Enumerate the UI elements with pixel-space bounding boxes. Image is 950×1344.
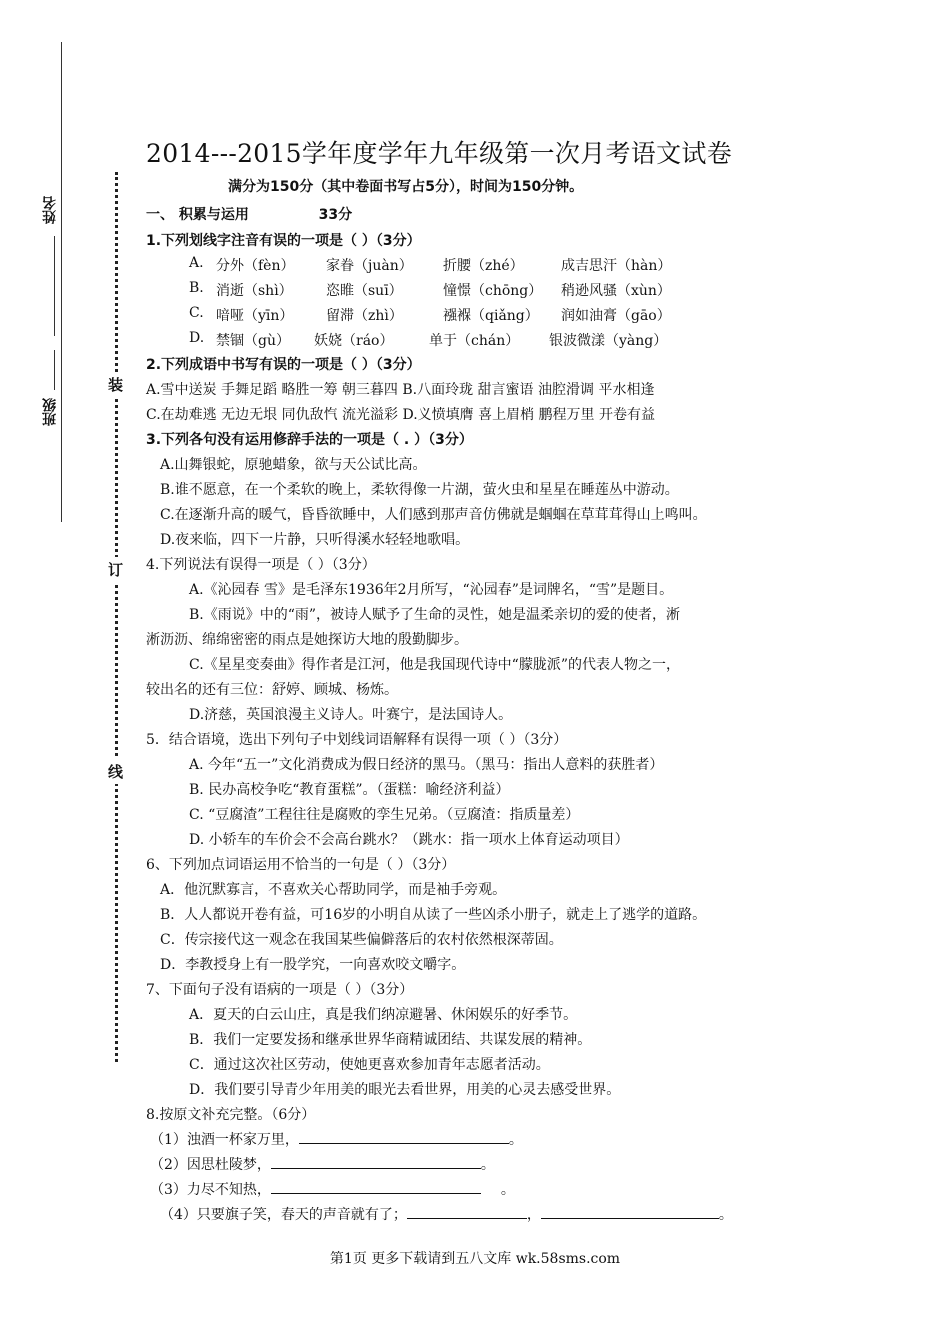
q6-stem: 6、下列加点词语运用不恰当的一句是（ ）（3分） <box>146 857 456 873</box>
q8-stem: 8.按原文补充完整。（6分） <box>146 1107 316 1123</box>
q7-option-a: A．夏天的白云山庄，真是我们纳凉避暑、休闲娱乐的好季节。 <box>189 1007 578 1023</box>
q6-option-c: C．传宗接代这一观念在我国某些偏僻落后的农村依然根深蒂固。 <box>160 932 563 948</box>
q7-option-b: B．我们一定要发扬和继承世界华商精诚团结、共谋发展的精神。 <box>189 1032 592 1048</box>
q4-option-b-line1: B.《雨说》中的“雨”，被诗人赋予了生命的灵性，她是温柔亲切的爱的使者，淅 <box>189 607 681 623</box>
answer-blank-3[interactable] <box>271 1179 481 1194</box>
q7-option-c: C．通过这次社区劳动，使她更喜欢参加青年志愿者活动。 <box>189 1057 550 1073</box>
q2-stem: 2.下列成语中书写有误的一项是（ ）（3分） <box>146 357 421 373</box>
binding-mark-ding: 订 <box>108 557 123 582</box>
section-title: 一、 积累与运用 <box>146 207 249 223</box>
class-fill-line <box>54 350 55 390</box>
q8-item-4: （4）只要旗子笑，春天的声音就有了； ， 。 <box>160 1204 733 1224</box>
q6-option-b: B．人人都说开卷有益，可16岁的小明自从读了一些凶杀小册子，就走上了逃学的道路。 <box>160 907 707 923</box>
q1-stem: 1.下列划线字注音有误的一项是（ ）（3分） <box>146 233 421 249</box>
exam-title: 2014---2015学年度学年九年级第一次月考语文试卷 <box>146 139 732 168</box>
q2-line-1: A.雪中送炭 手舞足蹈 略胜一筹 朝三暮四 B.八面玲珑 甜言蜜语 油腔滑调 平水相逢 <box>146 382 655 398</box>
name-label: 姓名 <box>42 196 58 224</box>
q1-option-d: D. 禁锢（gù） 妖娆（ráo） 单于（chán） 银波微漾（yàng） <box>189 330 668 349</box>
margin-solid-line <box>61 42 62 522</box>
answer-blank-2[interactable] <box>271 1154 481 1169</box>
binding-mark-zhuang: 装 <box>108 372 123 397</box>
exam-subtitle: 满分为150分（其中卷面书写占5分），时间为150分钟。 <box>228 179 584 195</box>
page-footer: 第1页 更多下载请到五八文库 wk.58sms.com <box>329 1251 621 1267</box>
class-label: 班级 <box>42 398 58 426</box>
q4-option-a: A.《沁园春 雪》是毛泽东1936年2月所写，“沁园春”是词牌名，“雪”是题目。 <box>189 582 674 598</box>
q8-item-1: （1）浊酒一杯家万里， 。 <box>150 1129 523 1149</box>
section-score: 33分 <box>318 207 353 223</box>
q3-option-b: B.谁不愿意，在一个柔软的晚上，柔软得像一片湖，萤火虫和星星在睡莲丛中游动。 <box>160 482 679 498</box>
q4-stem: 4.下列说法有误得一项是（ ）（3分） <box>146 557 376 573</box>
q4-option-c-line2: 较出名的还有三位：舒婷、顾城、杨炼。 <box>146 682 398 698</box>
q3-stem: 3.下列各句没有运用修辞手法的一项是（ . ）（3分） <box>146 432 473 448</box>
q3-option-d: D.夜来临，四下一片静，只听得溪水轻轻地歌唱。 <box>160 532 470 548</box>
q1-option-c: C. 喑哑（yīn） 留滞（zhì） 襁褓（qiǎng） 润如油膏（gāo） <box>189 305 671 324</box>
q6-option-a: A．他沉默寡言，不喜欢关心帮助同学，而是袖手旁观。 <box>160 882 507 898</box>
binding-mark-xian: 线 <box>108 759 123 784</box>
q5-option-d: D. 小轿车的车价会不会高台跳水？（跳水：指一项水上体育运动项目） <box>189 832 629 848</box>
q3-option-c: C.在逐渐升高的暖气，昏昏欲睡中，人们感到那声音仿佛就是蝈蝈在草茸茸得山上鸣叫。 <box>160 507 707 523</box>
answer-blank-4b[interactable] <box>541 1204 719 1219</box>
q1-option-a: A. 分外（fèn） 家眷（juàn） 折腰（zhé） 成吉思汗（hàn） <box>189 255 672 274</box>
q7-stem: 7、下面句子没有语病的一项是（ ）（3分） <box>146 982 414 998</box>
name-fill-line <box>54 236 55 336</box>
answer-blank-1[interactable] <box>299 1129 509 1144</box>
q8-item-3: （3）力尽不知热， 。 <box>150 1179 515 1199</box>
q2-line-2: C.在劫难逃 无边无垠 同仇敌忾 流光溢彩 D.义愤填膺 喜上眉梢 鹏程万里 开卷有益 <box>146 407 655 423</box>
q5-stem: 5．结合语境，选出下列句子中划线词语解释有误得一项（ ）（3分） <box>146 732 568 748</box>
q5-option-b: B. 民办高校争吃“教育蛋糕”。（蛋糕：喻经济利益） <box>189 782 510 798</box>
q4-option-c-line1: C.《星星变奏曲》得作者是江河，他是我国现代诗中“朦胧派”的代表人物之一， <box>189 657 680 673</box>
q4-option-b-line2: 淅沥沥、绵绵密密的雨点是她探访大地的殷勤脚步。 <box>146 632 468 648</box>
q5-option-a: A. 今年“五一”文化消费成为假日经济的黑马。（黑马：指出人意料的获胜者） <box>189 757 664 773</box>
binding-dotted-line <box>115 172 118 1062</box>
answer-blank-4a[interactable] <box>407 1204 527 1219</box>
q1-option-b: B. 消逝（shì） 恣睢（suī） 憧憬（chōng） 稍逊风骚（xùn） <box>189 280 671 299</box>
q5-option-c: C. “豆腐渣”工程往往是腐败的孪生兄弟。（豆腐渣：指质量差） <box>189 807 580 823</box>
q4-option-d: D.济慈，英国浪漫主义诗人。叶赛宁，是法国诗人。 <box>189 707 513 723</box>
q7-option-d: D．我们要引导青少年用美的眼光去看世界，用美的心灵去感受世界。 <box>189 1082 621 1098</box>
q8-item-2: （2）因思杜陵梦， 。 <box>150 1154 495 1174</box>
q6-option-d: D．李教授身上有一股学究，一向喜欢咬文嚼字。 <box>160 957 466 973</box>
q3-option-a: A.山舞银蛇，原驰蜡象，欲与天公试比高。 <box>160 457 427 473</box>
section-heading <box>146 204 352 224</box>
